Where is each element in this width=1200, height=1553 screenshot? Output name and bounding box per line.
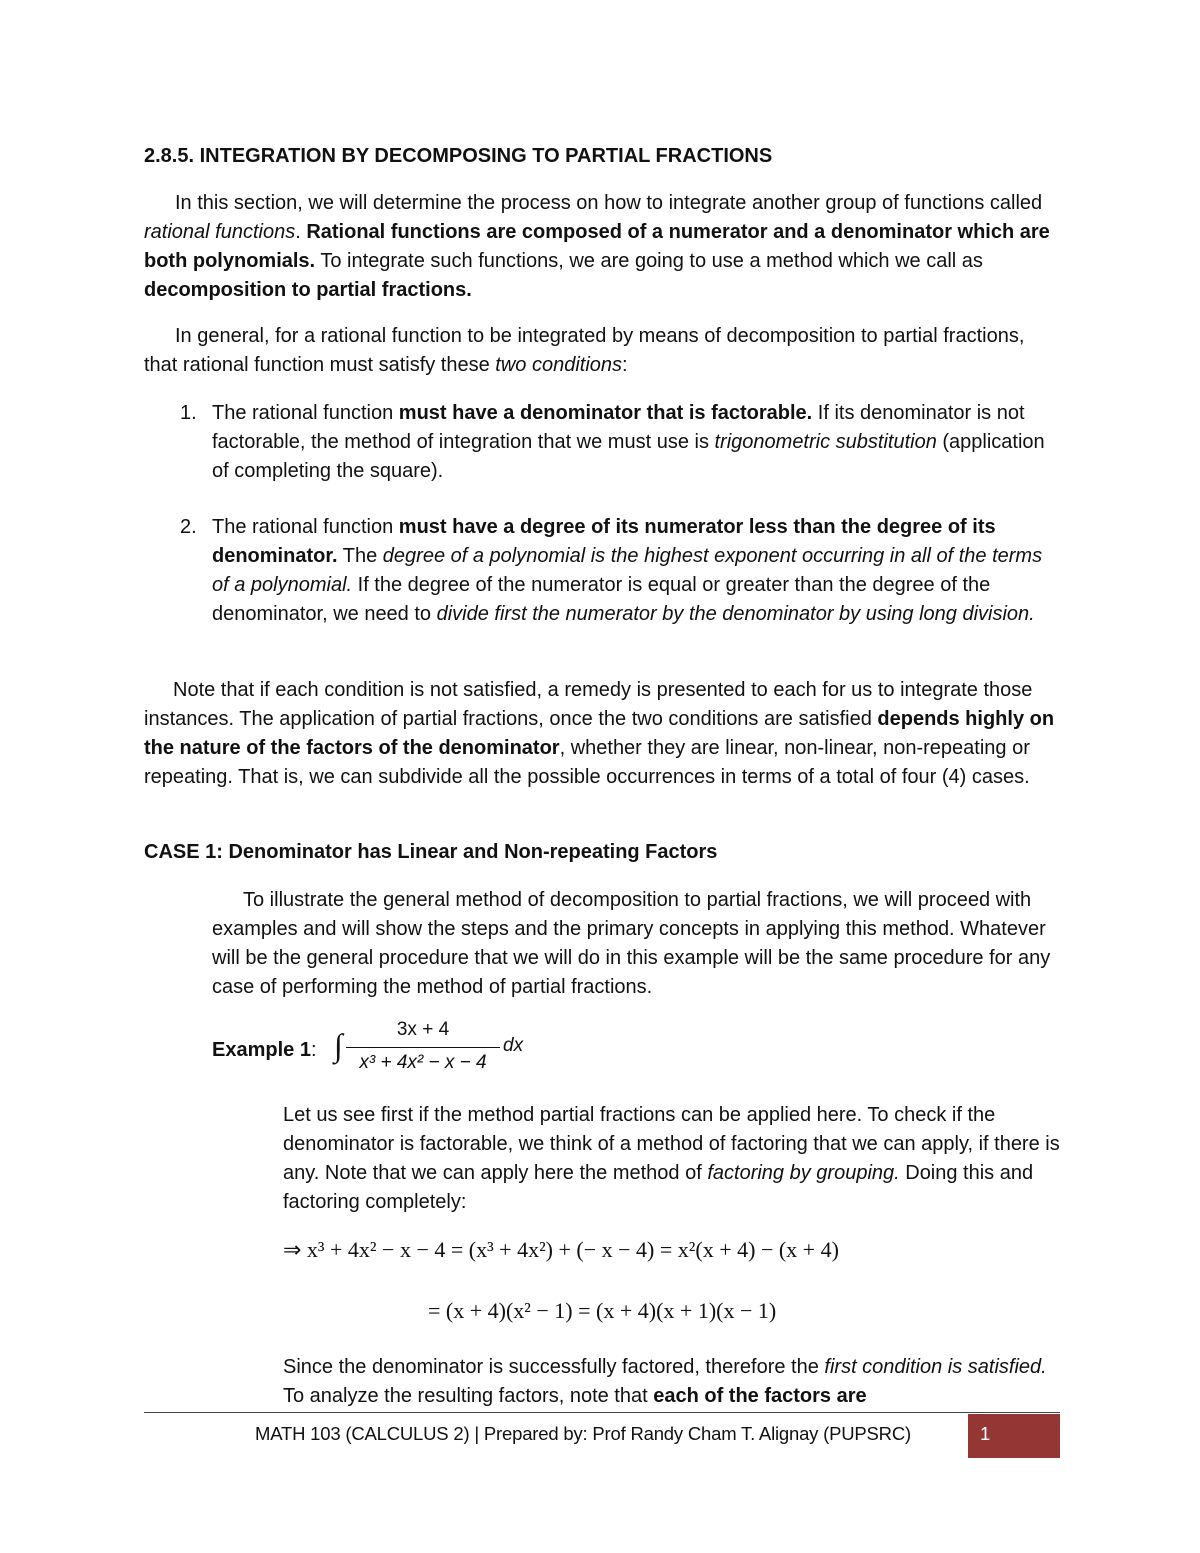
factoring-equation-2: = (x + 4)(x² − 1) = (x + 4)(x + 1)(x − 1) [428,1298,777,1323]
differential: dx [503,1035,524,1056]
general-paragraph: In general, for a rational function to be integrated by means of decomposition to partial fractions, that rational function must satisfy these two conditions: [144,325,1025,376]
fraction-numerator: 3x + 4 [396,1019,450,1040]
since-paragraph: Since the denominator is successfully factored, therefore the first condition is satisfied. To analyze the resulting factors, note that each of the factors are [283,1356,1047,1407]
footer-text: MATH 103 (CALCULUS 2) | Prepared by: Prof Randy Cham T. Alignay (PUPSRC) [255,1423,911,1444]
case-1-title: CASE 1: Denominator has Linear and Non-repeating Factors [144,841,718,863]
note-paragraph: Note that if each condition is not satisfied, a remedy is presented to each for us to integrate those instances. The application of partial fractions, once the two conditions are satisfied depends highly on the nature of the factors of the denominator, whether they are linear, non-linear, non-repeating or repeating. That is, we can subdivide all the possible occurrences in terms of a total of four (4) cases. [144,679,1055,788]
case-1-text: To illustrate the general method of decomposition to partial fractions, we will proceed with examples and will show the steps and the primary concepts in applying this method. Whatever will be the general procedure that we will do in this example will be the same procedure for any case of performing the method of partial fractions. [212,889,1051,998]
factoring-equation-1: ⇒ x³ + 4x² − x − 4 = (x³ + 4x²) + (− x − 4) = x²(x + 4) − (x + 4) [283,1237,839,1262]
fraction-bar [346,1047,500,1048]
footer-rule [144,1412,1060,1413]
intro-paragraph: In this section, we will determine the process on how to integrate another group of functions called rational functions. Rational functions are composed of a numerator and a denominator which are both polynomials. To integrate such functions, we are going to use a method which we call as decomposition to partial fractions. [144,192,1050,301]
integral-sign: ∫ [334,1027,343,1063]
example-1-label: Example 1: [212,1039,317,1061]
condition-1-number: 1. [180,402,197,424]
condition-2-text: The rational function must have a degree of its numerator less than the degree of its denominator. The degree of a polynomial is the highest exponent occurring in all of the terms of a polynomial. If the degree of the numerator is equal or greater than the degree of the denominator, we need to divide first the numerator by the denominator by using long division. [212,516,1043,625]
condition-2-number: 2. [180,516,197,538]
section-title: 2.8.5. INTEGRATION BY DECOMPOSING TO PARTIAL FRACTIONS [144,145,773,167]
fraction-denominator: x³ + 4x² − x − 4 [359,1052,487,1073]
condition-1-text: The rational function must have a denominator that is factorable. If its denominator is not factorable, the method of integration that we must use is trigonometric substitution (application of completing the square). [212,402,1045,482]
page-number: 1 [980,1423,991,1444]
example-1-text: Let us see first if the method partial fractions can be applied here. To check if the denominator is factorable, we think of a method of factoring that we can apply, if there is any. Note that we can apply here the method of factoring by grouping. Doing this and factoring completely: [283,1104,1060,1213]
